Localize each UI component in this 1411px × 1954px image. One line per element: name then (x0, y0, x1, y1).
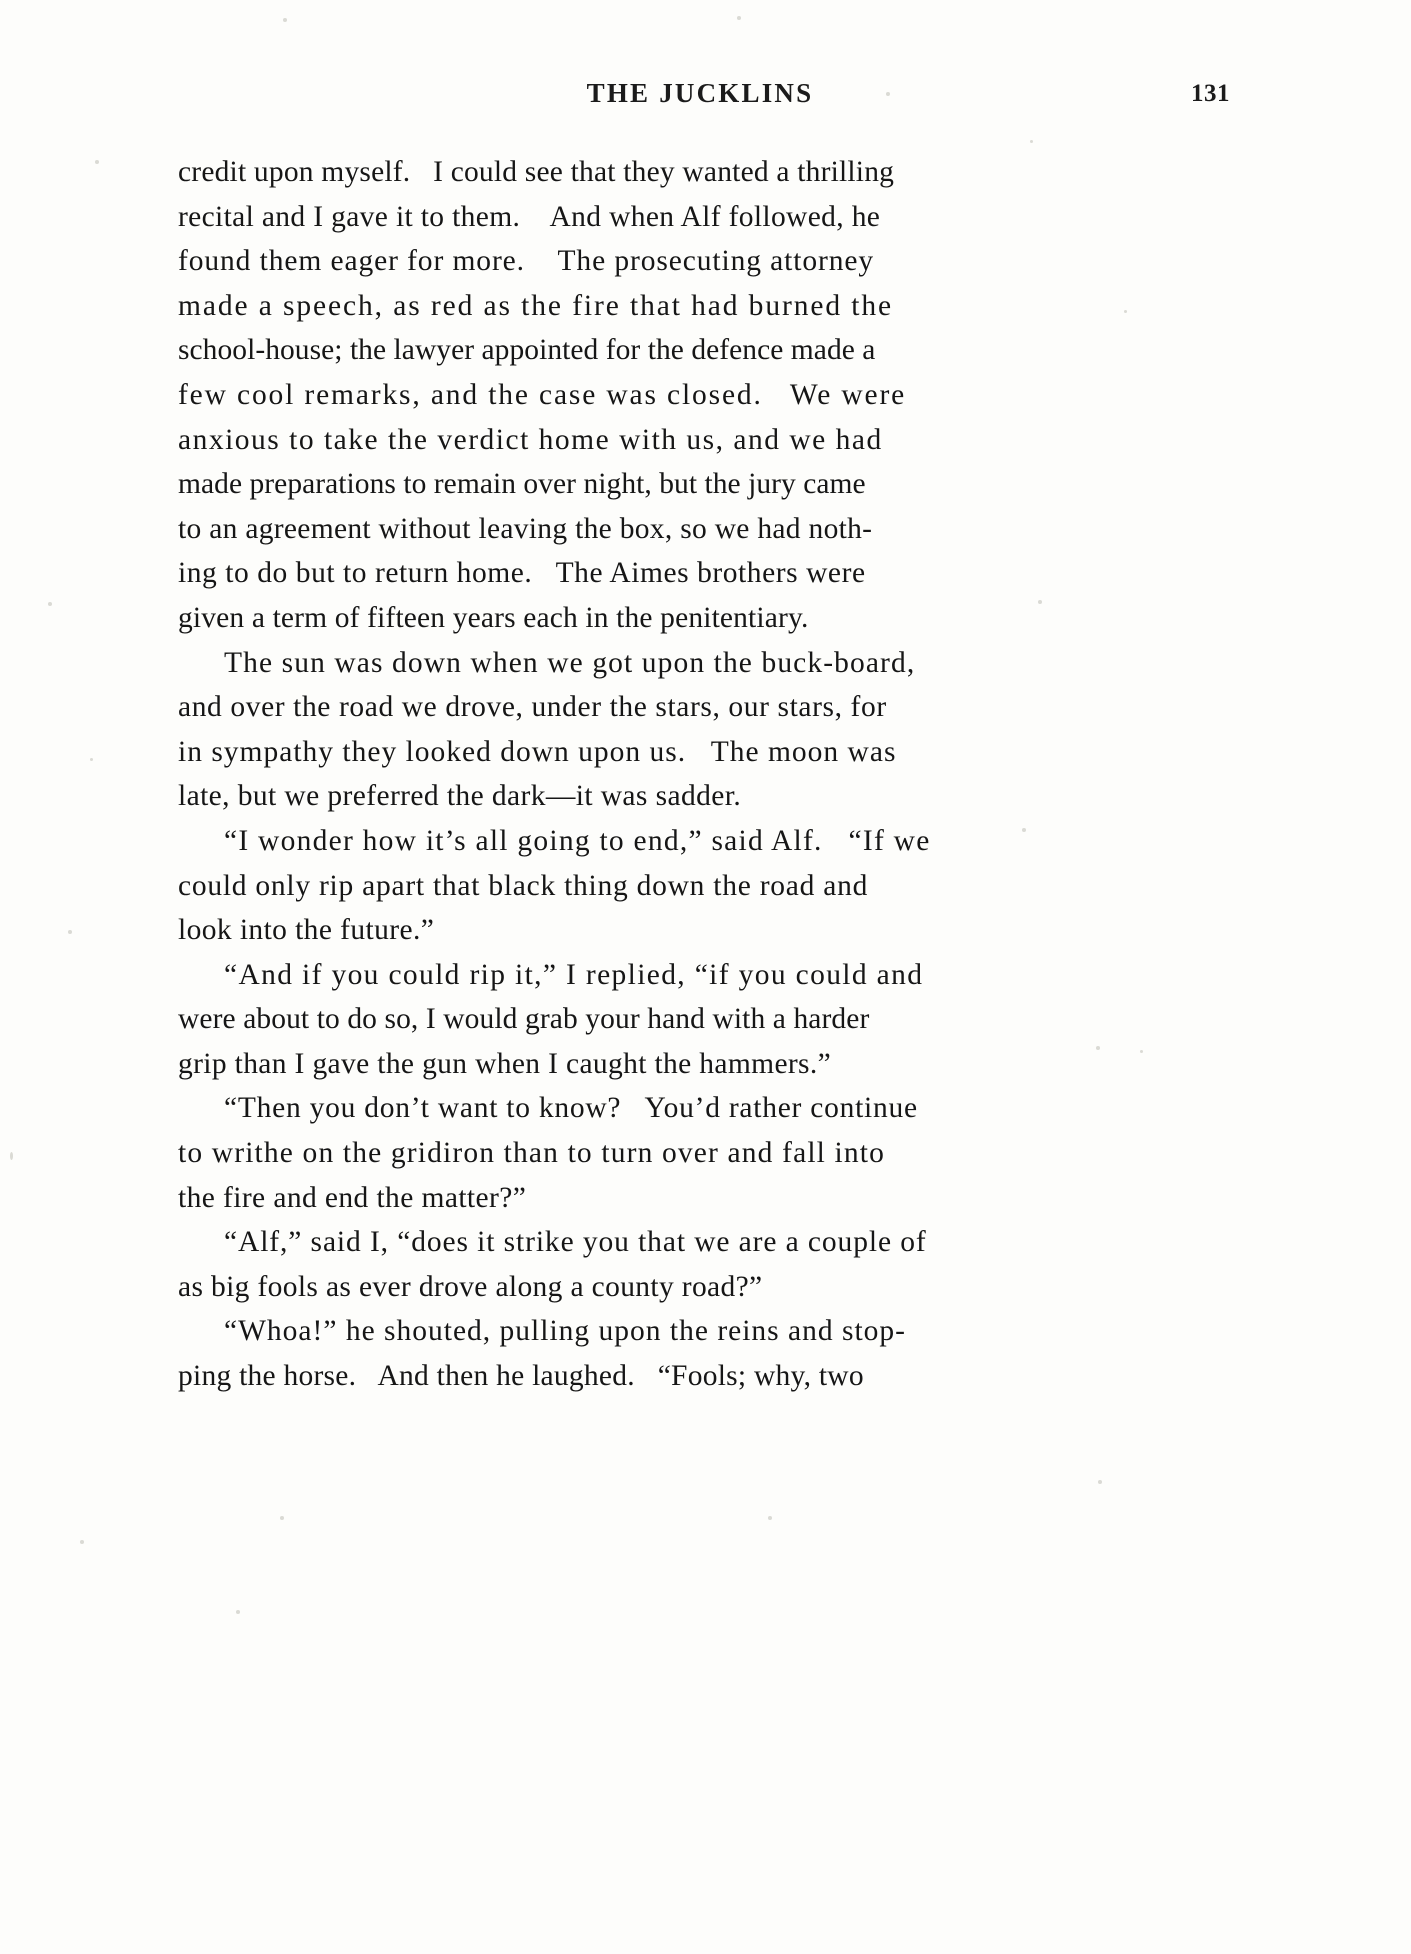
paragraph (178, 1309, 1228, 1398)
text-line: school-house; the lawyer appointed for the defence made a (178, 334, 876, 367)
text-line (178, 819, 1228, 864)
text-line: to writhe on the gridiron than to turn over and fall into (178, 1137, 886, 1170)
paper-speck (1030, 140, 1033, 143)
running-head: THE JUCKLINS (586, 78, 814, 108)
text-line: anxious to take the verdict home with us, and we had (178, 423, 883, 456)
paragraph (178, 150, 1228, 641)
text-line: grip than I gave the gun when I caught the hammers.” (178, 1047, 832, 1080)
paragraph (178, 1086, 1228, 1220)
text-line: few cool remarks, and the case was closed. We were (178, 378, 907, 411)
text-line: ping the horse. And then he laughed. “Fools; why, two (178, 1360, 864, 1393)
paper-speck (768, 1516, 772, 1520)
text-line: recital and I gave it to them. And when Alf followed, he (178, 200, 881, 233)
text-line-content: “Then you don’t want to know? You’d rather continue (224, 1092, 918, 1125)
text-line: to an agreement without leaving the box, so we had noth- (178, 512, 873, 545)
body-text (178, 150, 1228, 1399)
text-line: and over the road we drove, under the stars, our stars, for (178, 691, 887, 724)
text-line-content: “Whoa!” he shouted, pulling upon the reins and stop- (224, 1315, 907, 1348)
text-line: were about to do so, I would grab your hand with a harder (178, 1003, 870, 1036)
paper-speck (1098, 1480, 1102, 1484)
paper-speck (236, 1610, 240, 1614)
paragraph (178, 953, 1228, 1087)
text-line-content: “And if you could rip it,” I replied, “if you could and (224, 958, 924, 991)
text-line: in sympathy they looked down upon us. The moon was (178, 735, 897, 768)
paper-speck (10, 1152, 13, 1160)
text-line: given a term of fifteen years each in the penitentiary. (178, 601, 809, 634)
paper-speck (283, 18, 287, 22)
paragraph (178, 641, 1228, 819)
text-line: credit upon myself. I could see that they wanted a thrilling (178, 156, 895, 188)
text-line: as big fools as ever drove along a county road?” (178, 1270, 763, 1303)
text-line: look into the future.” (178, 914, 435, 947)
text-line: the fire and end the matter?” (178, 1181, 527, 1214)
paper-speck (48, 602, 52, 606)
paper-speck (280, 1516, 284, 1520)
text-line (178, 641, 1228, 686)
text-line: made a speech, as red as the fire that had burned the (178, 289, 894, 322)
paper-speck (90, 758, 93, 761)
paper-speck (68, 930, 72, 934)
text-line: could only rip apart that black thing down the road and (178, 869, 869, 902)
paragraph (178, 1220, 1228, 1309)
text-line (178, 1309, 1228, 1354)
text-line: made preparations to remain over night, but the jury came (178, 468, 866, 501)
paper-speck (95, 160, 99, 164)
text-line-content: The sun was down when we got upon the buck-board, (224, 646, 916, 679)
page-header (170, 78, 1230, 118)
text-line-content: “Alf,” said I, “does it strike you that we are a couple of (224, 1226, 927, 1259)
text-line: late, but we preferred the dark—it was sadder. (178, 780, 742, 813)
paragraph (178, 819, 1228, 953)
text-line: found them eager for more. The prosecuting attorney (178, 245, 875, 278)
paper-speck (80, 1540, 84, 1544)
paper-speck (737, 16, 741, 20)
text-line: ing to do but to return home. The Aimes brothers were (178, 557, 866, 590)
text-line-content: “I wonder how it’s all going to end,” said Alf. “If we (224, 824, 931, 857)
page-number: 131 (1191, 80, 1230, 107)
text-line (178, 1220, 1228, 1265)
text-line (178, 1086, 1228, 1131)
text-line (178, 953, 1228, 998)
